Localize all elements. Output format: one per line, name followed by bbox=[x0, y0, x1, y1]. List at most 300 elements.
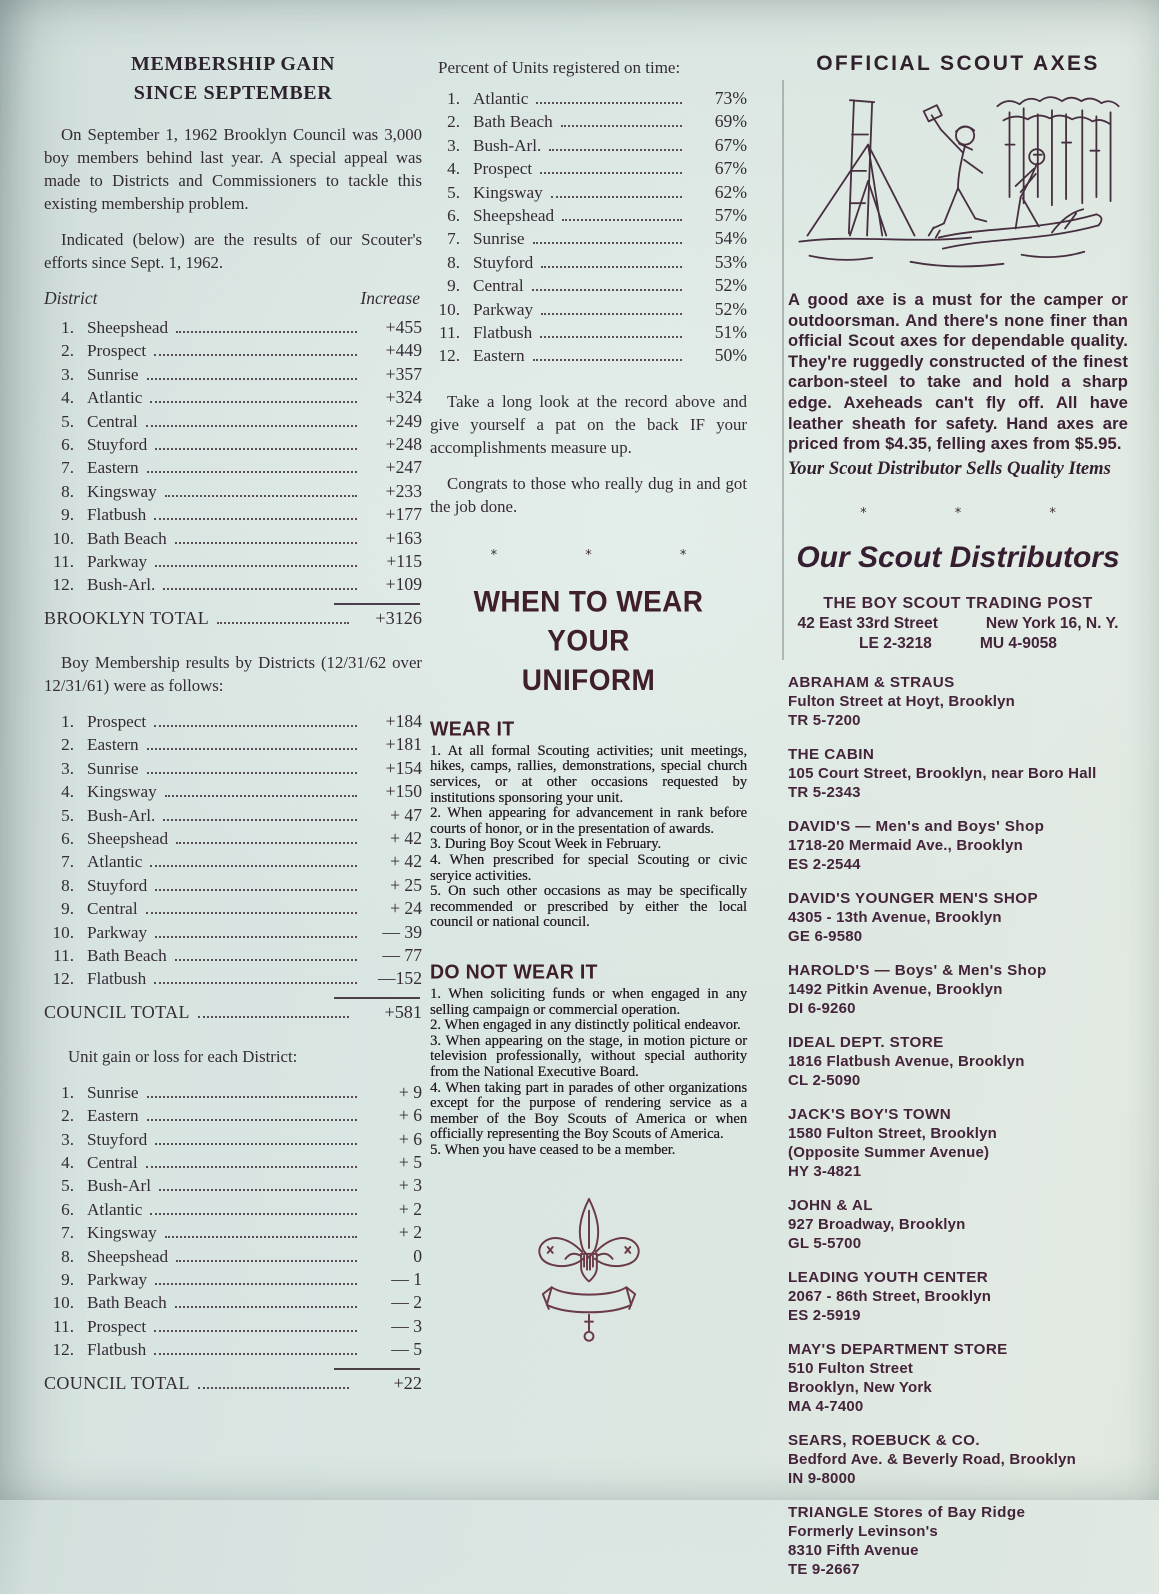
row-number: 1. bbox=[61, 711, 74, 731]
right-column bbox=[788, 52, 1128, 1594]
table-row bbox=[44, 386, 422, 409]
title-line-2: SINCE SEPTEMBER bbox=[133, 82, 333, 104]
sum-rule bbox=[334, 603, 420, 605]
dotted-leader bbox=[154, 1330, 357, 1332]
row-value: 67% bbox=[714, 158, 747, 179]
distributor-address-lines bbox=[788, 1215, 1128, 1253]
boy-membership-table bbox=[44, 710, 422, 991]
scouts-chopping-wood-illustration bbox=[791, 84, 1125, 282]
distributor-address-line: Brooklyn, New York bbox=[788, 1378, 932, 1396]
table-row bbox=[44, 503, 422, 526]
trading-post-street: 42 East 33rd Street bbox=[797, 614, 938, 632]
row-number: 3. bbox=[61, 364, 74, 384]
table-row bbox=[44, 827, 422, 850]
table-row bbox=[44, 550, 422, 573]
row-number: 6. bbox=[61, 435, 74, 455]
row-number: 5. bbox=[61, 805, 74, 825]
district-name: Prospect bbox=[87, 341, 147, 361]
membership-paragraph-2: Indicated (below) are the results of our Scouter's efforts since Sept. 1, 1962. bbox=[44, 230, 422, 272]
dotted-leader bbox=[536, 102, 682, 104]
dotted-leader bbox=[561, 125, 682, 127]
row-value: 0 bbox=[413, 1245, 422, 1266]
trading-post-block bbox=[788, 595, 1128, 653]
boy-scouts-fleur-de-lis-emblem bbox=[530, 1193, 648, 1355]
district-name: Sheepshead bbox=[87, 828, 169, 848]
district-name: Sunrise bbox=[87, 1082, 139, 1102]
row-value: 73% bbox=[714, 88, 747, 108]
row-number: 9. bbox=[61, 505, 74, 525]
dotted-leader bbox=[150, 401, 357, 403]
row-value: — 1 bbox=[391, 1269, 422, 1289]
distributor-address-line: 105 Court Street, Brooklyn, near Boro Hall bbox=[788, 764, 1097, 782]
row-value: 57% bbox=[714, 205, 747, 226]
total-value: +3126 bbox=[375, 607, 422, 628]
district-name: Kingsway bbox=[473, 182, 543, 202]
row-number: 3. bbox=[61, 758, 74, 778]
row-number: 11. bbox=[53, 552, 74, 572]
row-number: 4. bbox=[61, 1152, 74, 1172]
table-row bbox=[44, 1338, 422, 1361]
row-number: 5. bbox=[61, 411, 74, 431]
district-name: Atlantic bbox=[87, 1199, 143, 1219]
distributor-address-line: ES 2-5919 bbox=[788, 1306, 861, 1324]
table-row bbox=[44, 1198, 422, 1221]
district-name: Bush-Arl. bbox=[87, 805, 156, 825]
row-value: —152 bbox=[378, 968, 422, 989]
row-value: + 5 bbox=[398, 1151, 422, 1172]
distributor-entry bbox=[788, 889, 1128, 946]
distributor-address-line: HY 3-4821 bbox=[788, 1162, 862, 1180]
dotted-leader bbox=[175, 959, 357, 961]
distributor-entry bbox=[788, 1503, 1128, 1579]
wear-it-heading: WEAR IT bbox=[430, 717, 515, 741]
dotted-leader bbox=[165, 1236, 357, 1238]
row-value: +109 bbox=[385, 574, 422, 595]
district-name: Kingsway bbox=[87, 782, 157, 802]
district-name: Atlantic bbox=[87, 852, 143, 872]
row-value: — 5 bbox=[391, 1339, 422, 1360]
district-name: Sheepshead bbox=[87, 318, 169, 337]
row-value: 52% bbox=[714, 298, 747, 319]
row-number: 3. bbox=[447, 135, 460, 155]
table-row bbox=[430, 204, 747, 227]
do-not-wear-item: 4. When taking part in parades of other organizations except for the purpose of rendering service as a member of the Boy Scouts of America or when officially representing the Boy Scouts of America. bbox=[430, 1079, 747, 1143]
row-number: 9. bbox=[61, 1270, 74, 1289]
dotted-leader bbox=[540, 172, 682, 174]
table-row bbox=[44, 1291, 422, 1314]
row-number: 8. bbox=[61, 1246, 74, 1266]
table-row bbox=[44, 1151, 422, 1174]
distributor-name: ABRAHAM & STRAUS bbox=[788, 673, 955, 691]
table-row bbox=[430, 274, 747, 297]
row-value: + 6 bbox=[398, 1105, 422, 1126]
row-value: +357 bbox=[385, 363, 422, 384]
dotted-leader bbox=[146, 912, 357, 914]
council-total-row bbox=[44, 1002, 422, 1023]
distributor-address-lines bbox=[788, 692, 1128, 730]
column-increase-label: Increase bbox=[360, 288, 420, 308]
uniform-title-line-1: WHEN TO WEAR YOUR bbox=[473, 584, 704, 657]
table-row bbox=[44, 1174, 422, 1197]
table-row bbox=[44, 967, 422, 990]
distributor-address-lines bbox=[788, 980, 1128, 1018]
row-value: + 2 bbox=[398, 1198, 422, 1219]
district-name: Flatbush bbox=[87, 969, 147, 989]
table-row bbox=[44, 757, 422, 780]
row-value: + 24 bbox=[390, 898, 422, 919]
district-name: Kingsway bbox=[87, 1223, 157, 1243]
row-value: 50% bbox=[714, 345, 747, 366]
distributor-address-lines bbox=[788, 764, 1128, 802]
district-name: Parkway bbox=[87, 922, 148, 942]
distributor-name: LEADING YOUTH CENTER bbox=[788, 1268, 989, 1286]
dotted-leader bbox=[163, 588, 357, 590]
row-number: 10. bbox=[52, 1293, 74, 1313]
district-name: Stuyford bbox=[473, 252, 534, 272]
boy-membership-paragraph: Boy Membership results by Districts (12/31/62 over 12/31/61) were as follows: bbox=[44, 652, 422, 695]
table-row bbox=[44, 804, 422, 827]
row-number: 12. bbox=[52, 969, 74, 989]
dotted-leader bbox=[147, 748, 357, 750]
district-name: Bath Beach bbox=[87, 945, 167, 965]
dotted-leader bbox=[147, 1119, 357, 1121]
dotted-leader bbox=[540, 336, 682, 338]
table-row bbox=[44, 1245, 422, 1268]
district-name: Eastern bbox=[87, 458, 139, 478]
table-row bbox=[430, 157, 747, 180]
row-value: +181 bbox=[385, 734, 422, 755]
do-not-wear-heading: DO NOT WEAR IT bbox=[430, 960, 598, 984]
distributors-list bbox=[788, 673, 1128, 1579]
distributor-address-line: Fulton Street at Hoyt, Brooklyn bbox=[788, 692, 1016, 710]
row-number: 4. bbox=[61, 782, 74, 802]
district-name: Central bbox=[473, 276, 524, 296]
left-column bbox=[44, 50, 422, 1396]
bsa-emblem-wrap bbox=[430, 1193, 747, 1360]
wear-it-item: 5. On such other occasions as may be specifically recommended or prescribed by either the local council or national council. bbox=[430, 883, 747, 931]
do-not-wear-item: 1. When soliciting funds or when engaged in any selling campaign or commercial operation. bbox=[430, 986, 747, 1018]
row-value: 54% bbox=[714, 228, 747, 249]
dotted-leader bbox=[154, 1353, 357, 1355]
dotted-leader bbox=[159, 1189, 357, 1191]
trading-post-phone-line bbox=[788, 635, 1128, 653]
ad-border-line bbox=[782, 80, 784, 660]
dotted-leader bbox=[150, 865, 357, 867]
trading-post-city: New York 16, N. Y. bbox=[985, 614, 1119, 632]
district-name: Bush-Arl. bbox=[473, 135, 542, 155]
district-name: Stuyford bbox=[87, 435, 148, 455]
do-not-wear-item: 5. When you have ceased to be a member. bbox=[430, 1141, 676, 1158]
dotted-leader bbox=[150, 1213, 357, 1215]
row-value: +184 bbox=[385, 710, 422, 731]
dotted-leader bbox=[147, 471, 357, 473]
row-value: + 47 bbox=[390, 804, 422, 825]
dotted-leader bbox=[541, 266, 682, 268]
row-number: 6. bbox=[447, 206, 460, 226]
distributor-address-line: TR 5-2343 bbox=[788, 783, 861, 801]
distributor-address-line: 927 Broadway, Brooklyn bbox=[788, 1215, 966, 1233]
district-name: Bath Beach bbox=[473, 112, 553, 132]
dotted-leader bbox=[532, 289, 682, 291]
dotted-leader bbox=[198, 1016, 349, 1018]
row-number: 11. bbox=[439, 323, 460, 343]
distributor-address-line: MA 4-7400 bbox=[788, 1397, 864, 1415]
distributor-address-line: GL 5-5700 bbox=[788, 1234, 862, 1252]
row-value: 67% bbox=[714, 134, 747, 155]
row-number: 1. bbox=[61, 1082, 74, 1102]
district-name: Prospect bbox=[87, 1316, 147, 1336]
district-name: Flatbush bbox=[87, 1340, 147, 1360]
table-row bbox=[44, 850, 422, 873]
distributor-address-line: 1718-20 Mermaid Ave., Brooklyn bbox=[788, 836, 1023, 854]
row-value: +249 bbox=[385, 410, 422, 431]
row-number: 5. bbox=[61, 1176, 74, 1196]
distributor-address-line: IN 9-8000 bbox=[788, 1469, 856, 1487]
table-row bbox=[44, 1221, 422, 1244]
unit-gain-paragraph: Unit gain or loss for each District: bbox=[68, 1046, 298, 1066]
distributor-address-line: ES 2-2544 bbox=[788, 855, 861, 873]
distributor-address-line: 8310 Fifth Avenue bbox=[788, 1541, 919, 1559]
scout-axes-title: OFFICIAL SCOUT AXES bbox=[816, 52, 1100, 75]
row-value: — 39 bbox=[382, 921, 422, 942]
district-name: Eastern bbox=[87, 735, 139, 755]
dotted-leader bbox=[155, 565, 357, 567]
row-value: + 42 bbox=[390, 851, 422, 872]
dotted-leader bbox=[533, 359, 682, 361]
district-name: Flatbush bbox=[87, 505, 147, 525]
table-row bbox=[44, 456, 422, 479]
row-number: 9. bbox=[61, 899, 74, 919]
dotted-leader bbox=[155, 889, 357, 891]
dotted-leader bbox=[175, 542, 357, 544]
do-not-wear-item: 2. When engaged in any distinctly political endeavor. bbox=[430, 1017, 741, 1034]
row-number: 1. bbox=[61, 318, 74, 337]
table-row bbox=[44, 733, 422, 756]
row-number: 6. bbox=[61, 828, 74, 848]
unit-gain-table bbox=[44, 1081, 422, 1362]
dotted-leader bbox=[217, 622, 349, 624]
distributor-address-line: 1492 Pitkin Avenue, Brooklyn bbox=[788, 980, 1003, 998]
distributor-address-line: (Opposite Summer Avenue) bbox=[788, 1143, 990, 1161]
district-name: Bush-Arl bbox=[87, 1176, 151, 1196]
trading-post-phone-2: MU 4-9058 bbox=[979, 634, 1057, 652]
row-number: 4. bbox=[447, 159, 460, 179]
distributor-entry bbox=[788, 961, 1128, 1018]
row-number: 6. bbox=[61, 1199, 74, 1219]
row-number: 11. bbox=[53, 1316, 74, 1336]
table-row bbox=[44, 710, 422, 733]
row-value: + 9 bbox=[398, 1081, 422, 1102]
trading-post-phone-1: LE 2-3218 bbox=[859, 634, 932, 652]
table-row bbox=[44, 339, 422, 362]
row-value: +233 bbox=[385, 480, 422, 501]
distributor-address-line: TE 9-2667 bbox=[788, 1560, 860, 1578]
do-not-wear-item: 3. When appearing on the stage, in motion picture or television professionally, without special authority from the National Executive Board. bbox=[430, 1032, 747, 1080]
district-name: Central bbox=[87, 899, 138, 919]
wear-it-item: 4. When prescribed for special Scouting or civic seryice activities. bbox=[430, 852, 747, 884]
table-row bbox=[44, 316, 422, 339]
row-value: + 25 bbox=[390, 874, 422, 895]
do-not-wear-list bbox=[430, 987, 747, 1159]
asterisk-separator: * * * bbox=[490, 547, 729, 563]
dotted-leader bbox=[541, 313, 682, 315]
dotted-leader bbox=[198, 1387, 349, 1389]
table-row bbox=[430, 298, 747, 321]
distributor-address-lines bbox=[788, 1287, 1128, 1325]
axes-ad-paragraph: A good axe is a must for the camper or outdoorsman. And there's none finer than official Scout axes for dependable quality. They're ruggedly constructed of the finest carbon-steel to take and hold a sharp edge. Axeheads can't fly off. All have leather sheath for safety. Hand axes are priced from $4.35, felling axes from $5.95. bbox=[788, 290, 1128, 454]
dotted-leader bbox=[146, 1166, 357, 1168]
row-value: +177 bbox=[385, 504, 422, 525]
dotted-leader bbox=[155, 448, 357, 450]
row-number: 7. bbox=[61, 1223, 74, 1243]
row-value: +455 bbox=[385, 317, 422, 337]
row-value: 51% bbox=[714, 322, 747, 343]
dotted-leader bbox=[165, 495, 357, 497]
district-name: Parkway bbox=[87, 1270, 148, 1289]
distributor-name: TRIANGLE Stores of Bay Ridge bbox=[788, 1503, 1026, 1521]
district-name: Atlantic bbox=[87, 388, 143, 408]
dotted-leader bbox=[155, 1283, 357, 1285]
district-name: Sunrise bbox=[87, 364, 139, 384]
trading-post-name: THE BOY SCOUT TRADING POST bbox=[823, 594, 1093, 612]
dotted-leader bbox=[562, 219, 682, 221]
row-value: +247 bbox=[385, 457, 422, 478]
wear-it-item: 1. At all formal Scouting activities; unit meetings, hikes, camps, rallies, demonstrations, special church services, or at other occasions requested by institutions sponsoring your unit. bbox=[430, 742, 747, 806]
row-value: +150 bbox=[385, 781, 422, 802]
distributor-name: DAVID'S — Men's and Boys' Shop bbox=[788, 817, 1045, 835]
table-row bbox=[430, 87, 747, 110]
district-name: Bath Beach bbox=[87, 528, 167, 548]
table-row bbox=[44, 363, 422, 386]
table-row bbox=[44, 1104, 422, 1127]
dotted-leader bbox=[147, 1096, 357, 1098]
table-row bbox=[430, 110, 747, 133]
dotted-leader bbox=[165, 795, 357, 797]
distributor-entry bbox=[788, 745, 1128, 802]
distributor-address-line: 4305 - 13th Avenue, Brooklyn bbox=[788, 908, 1002, 926]
distributor-name: JOHN & AL bbox=[788, 1196, 873, 1214]
distributor-name: IDEAL DEPT. STORE bbox=[788, 1033, 944, 1051]
wear-it-item: 3. During Boy Scout Week in February. bbox=[430, 836, 662, 853]
brooklyn-total-row bbox=[44, 608, 422, 629]
membership-paragraph-1: On September 1, 1962 Brooklyn Council was 3,000 boy members behind last year. A special appeal was made to Districts and Commissioners to tackle this existing membership problem. bbox=[44, 125, 422, 213]
increase-table bbox=[44, 316, 422, 597]
dotted-leader bbox=[163, 819, 357, 821]
table-row bbox=[44, 897, 422, 920]
district-name: Parkway bbox=[473, 299, 534, 319]
distributor-address-line: 2067 - 86th Street, Brooklyn bbox=[788, 1287, 992, 1305]
district-name: Eastern bbox=[473, 346, 525, 366]
row-number: 10. bbox=[438, 299, 460, 319]
row-value: — 3 bbox=[391, 1315, 422, 1336]
dotted-leader bbox=[176, 1260, 357, 1262]
row-number: 7. bbox=[447, 229, 460, 249]
congrats-paragraph: Congrats to those who really dug in and got the job done. bbox=[430, 473, 747, 516]
distributor-name: SEARS, ROEBUCK & CO. bbox=[788, 1431, 980, 1449]
distributor-entry bbox=[788, 673, 1128, 730]
distributor-name: MAY'S DEPARTMENT STORE bbox=[788, 1340, 1008, 1358]
row-number: 12. bbox=[52, 1340, 74, 1360]
distributor-address-lines bbox=[788, 1052, 1128, 1090]
record-paragraph: Take a long look at the record above and give yourself a pat on the back IF your accomplishments measure up. bbox=[430, 391, 747, 457]
dotted-leader bbox=[147, 378, 357, 380]
table-row bbox=[44, 1128, 422, 1151]
distributor-name: THE CABIN bbox=[788, 745, 875, 763]
table-row bbox=[44, 874, 422, 897]
dotted-leader bbox=[154, 725, 357, 727]
row-number: 2. bbox=[61, 341, 74, 361]
total-label: COUNCIL TOTAL bbox=[44, 1372, 190, 1393]
row-value: +115 bbox=[386, 551, 422, 572]
table-row bbox=[44, 480, 422, 503]
district-name: Flatbush bbox=[473, 323, 533, 343]
total-label: BROOKLYN TOTAL bbox=[44, 607, 210, 628]
distributor-address-line: TR 5-7200 bbox=[788, 711, 861, 729]
row-value: +248 bbox=[385, 434, 422, 455]
dotted-leader bbox=[146, 425, 357, 427]
table-row bbox=[430, 344, 747, 367]
row-value: +449 bbox=[385, 340, 422, 361]
district-name: Bush-Arl. bbox=[87, 575, 156, 595]
percent-title: Percent of Units registered on time: bbox=[438, 58, 681, 77]
table-row bbox=[44, 1268, 422, 1291]
table-row bbox=[430, 227, 747, 250]
dotted-leader bbox=[175, 1306, 357, 1308]
district-name: Stuyford bbox=[87, 875, 148, 895]
district-name: Central bbox=[87, 411, 138, 431]
row-number: 11. bbox=[53, 945, 74, 965]
row-value: 52% bbox=[714, 275, 747, 296]
table-row bbox=[44, 410, 422, 433]
axes-ad-tagline: Your Scout Distributor Sells Quality Items bbox=[788, 457, 1111, 479]
dotted-leader bbox=[155, 936, 357, 938]
district-name: Sheepshead bbox=[473, 206, 555, 226]
row-value: +324 bbox=[385, 387, 422, 408]
distributor-address-lines bbox=[788, 1359, 1128, 1416]
district-name: Sheepshead bbox=[87, 1246, 169, 1266]
distributor-address-line: 510 Fulton Street bbox=[788, 1359, 914, 1377]
percent-table bbox=[430, 87, 747, 368]
total-value: +581 bbox=[384, 1001, 422, 1022]
row-value: + 3 bbox=[398, 1175, 422, 1196]
distributor-address-line: 1580 Fulton Street, Brooklyn bbox=[788, 1124, 997, 1142]
row-number: 10. bbox=[52, 528, 74, 548]
wear-it-item: 2. When appearing for advancement in rank before courts of honor, or in the presentation of awards. bbox=[430, 805, 747, 837]
sum-rule bbox=[334, 1368, 420, 1370]
table-row bbox=[44, 573, 422, 596]
district-name: Central bbox=[87, 1152, 138, 1172]
row-number: 12. bbox=[438, 346, 460, 366]
row-number: 7. bbox=[61, 852, 74, 872]
row-number: 10. bbox=[52, 922, 74, 942]
membership-gain-title bbox=[44, 50, 422, 108]
district-name: Stuyford bbox=[87, 1129, 148, 1149]
row-number: 9. bbox=[447, 276, 460, 296]
row-number: 12. bbox=[52, 575, 74, 595]
row-number: 2. bbox=[61, 1106, 74, 1126]
row-number: 2. bbox=[447, 112, 460, 132]
distributor-address-lines bbox=[788, 908, 1128, 946]
district-name: Bath Beach bbox=[87, 1293, 167, 1313]
table-row bbox=[430, 251, 747, 274]
dotted-leader bbox=[176, 331, 357, 333]
dotted-leader bbox=[533, 242, 682, 244]
distributor-address-line: Bedford Ave. & Beverly Road, Brooklyn bbox=[788, 1450, 1077, 1468]
total-value: +22 bbox=[393, 1372, 422, 1393]
district-name: Prospect bbox=[87, 711, 147, 731]
dotted-leader bbox=[155, 1143, 357, 1145]
district-name: Atlantic bbox=[473, 89, 529, 108]
